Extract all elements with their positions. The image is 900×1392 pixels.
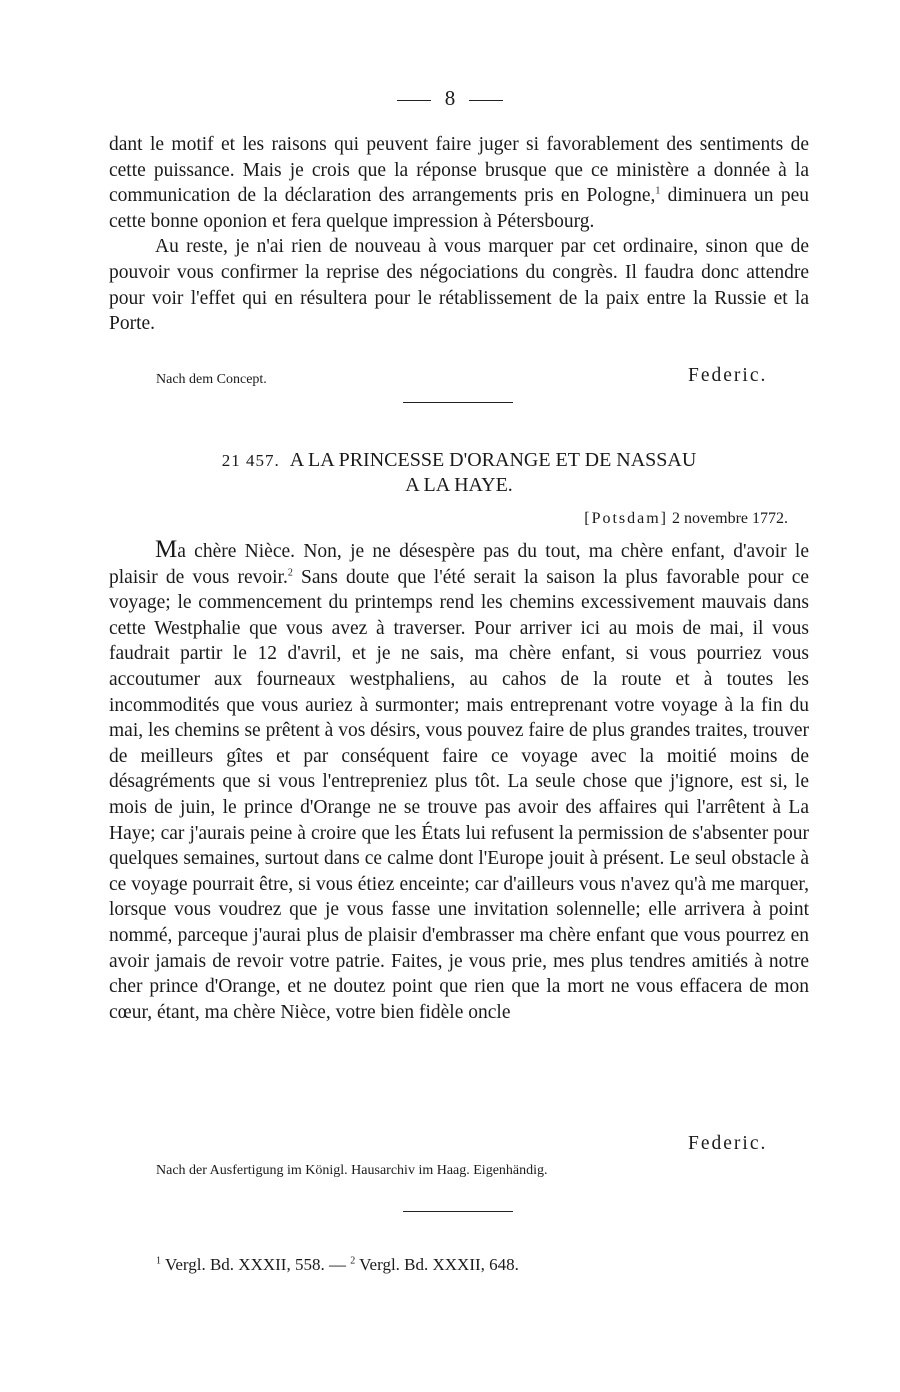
initial-letter: M bbox=[155, 536, 178, 563]
header-dash-left bbox=[397, 100, 431, 101]
paragraph-1-text-end: diminuera un peu cette bonne oponion et fera quelque impression à Pétersbourg. bbox=[109, 185, 810, 232]
paragraph-1-text: dant le motif et les raisons qui peuvent faire juger si favorablement des sentiments de cette puissance. Mais je crois que la réponse brusque que ce ministère a donnée à la communication de la déclaration des arrangements pris en Pologne, bbox=[109, 134, 809, 207]
page-header bbox=[0, 86, 900, 111]
footnote-marker-1: 1 bbox=[156, 1255, 161, 1267]
letter-body bbox=[109, 537, 809, 1025]
footnotes bbox=[156, 1255, 519, 1275]
paragraph-2: Au reste, je n'ai rien de nouveau à vous marquer par cet ordinaire, sinon que de pouvoir vous confirmer la reprise des négociations du congrès. Il faudra donc attendre pour voir l'effet qui en résultera pour le rétablissement de la paix entre la Russie et la Porte. bbox=[109, 236, 809, 335]
footnote-marker-2: 2 bbox=[350, 1255, 356, 1267]
letter-title bbox=[109, 448, 809, 498]
source-note-concept: Nach dem Concept. bbox=[156, 372, 267, 387]
source-note-archive: Nach der Ausfertigung im Königl. Hausarchiv im Haag. Eigenhändig. bbox=[156, 1163, 548, 1178]
letter-title-text: A LA PRINCESSE D'ORANGE ET DE NASSAU bbox=[289, 449, 697, 471]
section-divider bbox=[403, 402, 513, 403]
letter-paragraph bbox=[109, 537, 809, 1025]
date-place: [Potsdam] bbox=[584, 510, 669, 527]
footnote-ref-2: 2 bbox=[287, 567, 293, 579]
header-dash-right bbox=[469, 100, 503, 101]
footnote-text-2: Vergl. Bd. XXXII, 648. bbox=[355, 1255, 519, 1274]
letter-body-start: a chère Nièce. Non, je ne désespère pas du tout, ma chère enfant, d'avoir le plaisir de vous revoir. bbox=[109, 541, 809, 588]
letter-title-line-1 bbox=[109, 448, 809, 473]
letter-number: 21 457. bbox=[221, 451, 280, 470]
letter-body-end: Sans doute que l'été serait la saison la plus favorable pour ce voyage; le commencement du printemps rend les chemins excessivement mauvais dans cette Westphalie que vous avez à traverser. Pour arriver ici au mois de mai, il vous faudrait partir le 12 d'avril, et je ne sais, ma chère enfant, si vous pourriez vous accoutumer aux fourneaux westphaliens, au cahos de la route et à toutes les incommodités que vous auriez à surmonter; mais entreprenant votre voyage à la fin du mai, les chemins se prêtent à vos désirs, vous pouvez faire de plus grandes traites, trouver de meilleurs gîtes et par conséquent faire ce voyage avec la moitié moins de désagréments que si vous l'entrepreniez plus tôt. La seule chose que j'ignore, est si, le mois de juin, le prince d'Orange ne se trouve pas avoir des affaires qui l'arrêtent à La Haye; car j'aurais peine à croire que les États lui refusent la permission de s'absenter pour quelques semaines, surtout dans ce calme dont l'Europe jouit à présent. Le seul obstacle à ce voyage pourrait être, si vous étiez enceinte; car d'ailleurs vous n'avez qu'à me marquer, lorsque vous voudrez que je vous fasse une invitation solennelle; elle arrivera à point nommé, parceque j'aurai plus de plaisir d'embrasser ma chère enfant que vous pourrez en avoir jamais de revoir votre patrie. Faites, je vous prie, mes plus tendres amitiés à notre cher prince d'Orange, et ne doutez point que rien que la mort ne vous effacera de mon cœur, étant, ma chère Nièce, votre bien fidèle oncle bbox=[109, 566, 810, 1023]
signature-letter: Federic. bbox=[688, 1133, 768, 1154]
date: 2 novembre 1772. bbox=[672, 510, 788, 527]
paragraph-1 bbox=[109, 132, 809, 234]
letter-title-line-2: A LA HAYE. bbox=[405, 474, 513, 496]
dateline bbox=[584, 510, 788, 528]
footnote-ref-1: 1 bbox=[655, 185, 661, 197]
signature-top: Federic. bbox=[688, 365, 768, 386]
previous-letter-end bbox=[109, 132, 809, 337]
page-number: 8 bbox=[444, 86, 456, 110]
footnote-text-1: Vergl. Bd. XXXII, 558. — bbox=[161, 1255, 351, 1274]
footnote-divider bbox=[403, 1211, 513, 1212]
